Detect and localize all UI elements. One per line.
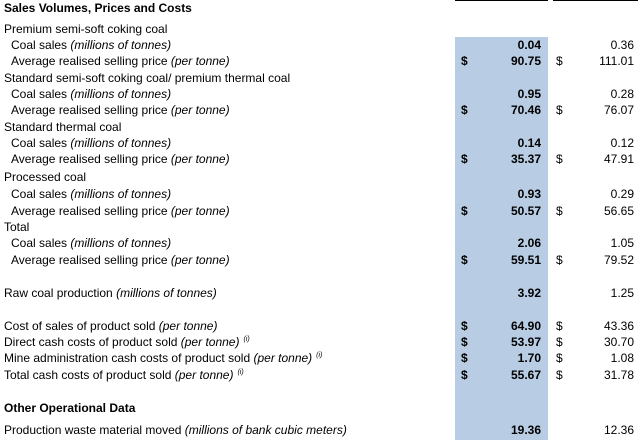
- value-prior: 0.36: [610, 38, 634, 52]
- row-unit: (millions of bank cubic meters): [184, 423, 347, 437]
- row-label: Coal sales: [11, 38, 68, 52]
- table-title: Sales Volumes, Prices and Costs: [4, 1, 192, 15]
- value-current: 1.70: [517, 351, 541, 365]
- value-current: 0.95: [517, 87, 541, 101]
- table-row: [0, 53, 640, 69]
- row-unit: (per tonne): [170, 152, 230, 166]
- value-current: 53.97: [510, 335, 541, 349]
- table-row: [0, 252, 640, 268]
- value-prior: 0.28: [610, 87, 634, 101]
- value-prior: 0.12: [610, 136, 634, 150]
- currency-symbol: $: [461, 319, 468, 333]
- row-unit: (per tonne): [170, 103, 230, 117]
- row-unit: (millions of tonnes): [70, 38, 172, 52]
- value-current: 55.67: [510, 368, 541, 382]
- section-label: Processed coal: [4, 170, 87, 184]
- row-label: Average realised selling price: [11, 253, 168, 267]
- value-prior: 12.36: [603, 423, 634, 437]
- value-current: 2.06: [517, 236, 541, 250]
- row-unit: (per tonne): [180, 335, 240, 349]
- value-current: 70.46: [510, 103, 541, 117]
- table-row: [0, 135, 640, 151]
- section-label: Total: [4, 220, 30, 234]
- currency-symbol: $: [556, 368, 563, 382]
- value-prior: 76.07: [603, 103, 634, 117]
- currency-symbol: $: [461, 368, 468, 382]
- value-prior: 43.36: [603, 319, 634, 333]
- row-label: Mine administration cash costs of product sold: [4, 351, 251, 365]
- value-current: 64.90: [510, 319, 541, 333]
- row-label: Coal sales: [11, 87, 68, 101]
- row-label: Cost of sales of product sold: [4, 319, 156, 333]
- table-row: [0, 151, 640, 167]
- currency-symbol: $: [556, 335, 563, 349]
- section-other-operational: [0, 400, 640, 416]
- row-label: Raw coal production: [4, 286, 113, 300]
- value-current: 50.57: [510, 204, 541, 218]
- value-current: 0.04: [517, 38, 541, 52]
- row-unit: (per tonne): [158, 319, 218, 333]
- footnote-marker: (i): [316, 352, 323, 359]
- currency-symbol: $: [461, 335, 468, 349]
- section-total: [0, 219, 640, 235]
- table-row: [0, 186, 640, 202]
- table-row: [0, 367, 640, 383]
- value-prior: 111.01: [599, 54, 634, 68]
- value-prior: 1.25: [610, 286, 634, 300]
- row-label: Average realised selling price: [11, 204, 168, 218]
- currency-symbol: $: [556, 351, 563, 365]
- row-unit: (per tonne): [170, 253, 230, 267]
- value-prior: 30.70: [603, 335, 634, 349]
- section-standard-semi-soft: [0, 70, 640, 86]
- value-current: 0.14: [517, 136, 541, 150]
- value-prior: 79.52: [603, 253, 634, 267]
- currency-symbol: $: [556, 54, 563, 68]
- footnote-marker: (i): [243, 336, 250, 343]
- value-current: 59.51: [510, 253, 541, 267]
- row-label: Coal sales: [11, 136, 68, 150]
- row-label: Average realised selling price: [11, 152, 168, 166]
- section-label: Standard thermal coal: [4, 120, 122, 134]
- value-prior: 1.08: [610, 351, 634, 365]
- currency-symbol: $: [556, 319, 563, 333]
- currency-symbol: $: [461, 351, 468, 365]
- section-processed: [0, 169, 640, 185]
- currency-symbol: $: [461, 253, 468, 267]
- value-prior: 0.29: [610, 187, 634, 201]
- value-current: 90.75: [510, 54, 541, 68]
- value-prior: 1.05: [610, 236, 634, 250]
- value-prior: 31.78: [603, 368, 634, 382]
- table-row: [0, 422, 640, 438]
- table-row: [0, 350, 640, 366]
- footnote-marker: (i): [237, 369, 244, 376]
- table-row: [0, 102, 640, 118]
- currency-symbol: $: [461, 204, 468, 218]
- table-row: [0, 285, 640, 301]
- section-standard-thermal: [0, 119, 640, 135]
- currency-symbol: $: [461, 54, 468, 68]
- currency-symbol: $: [556, 204, 563, 218]
- row-label: Coal sales: [11, 187, 68, 201]
- row-label: Production waste material moved: [4, 423, 182, 437]
- value-prior: 56.65: [603, 204, 634, 218]
- table-row: [0, 235, 640, 251]
- currency-symbol: $: [461, 152, 468, 166]
- table-row: [0, 334, 640, 350]
- row-unit: (millions of tonnes): [70, 187, 172, 201]
- table-row: [0, 318, 640, 334]
- value-current: 35.37: [510, 152, 541, 166]
- row-unit: (millions of tonnes): [70, 87, 172, 101]
- section-heading: Other Operational Data: [4, 401, 136, 415]
- table-row: [0, 203, 640, 219]
- row-unit: (per tonne): [253, 351, 313, 365]
- row-label: Average realised selling price: [11, 103, 168, 117]
- section-premium-semi-soft: [0, 21, 640, 37]
- section-label: Standard semi-soft coking coal/ premium thermal coal: [4, 71, 291, 85]
- value-current: 3.92: [517, 286, 541, 300]
- currency-symbol: $: [556, 152, 563, 166]
- value-current: 19.36: [510, 423, 541, 437]
- row-unit: (per tonne): [174, 368, 234, 382]
- row-label: Total cash costs of product sold: [4, 368, 172, 382]
- currency-symbol: $: [556, 103, 563, 117]
- currency-symbol: $: [461, 103, 468, 117]
- row-label: Average realised selling price: [11, 54, 168, 68]
- value-current: 0.93: [517, 187, 541, 201]
- row-label: Coal sales: [11, 236, 68, 250]
- table-title-row: [0, 0, 640, 16]
- table-row: [0, 37, 640, 53]
- row-unit: (millions of tonnes): [116, 286, 217, 300]
- row-unit: (per tonne): [170, 204, 230, 218]
- row-unit: (per tonne): [170, 54, 230, 68]
- currency-symbol: $: [556, 253, 563, 267]
- table-row: [0, 86, 640, 102]
- row-unit: (millions of tonnes): [70, 136, 172, 150]
- value-prior: 47.91: [603, 152, 634, 166]
- section-label: Premium semi-soft coking coal: [4, 22, 168, 36]
- row-label: Direct cash costs of product sold: [4, 335, 178, 349]
- row-unit: (millions of tonnes): [70, 236, 172, 250]
